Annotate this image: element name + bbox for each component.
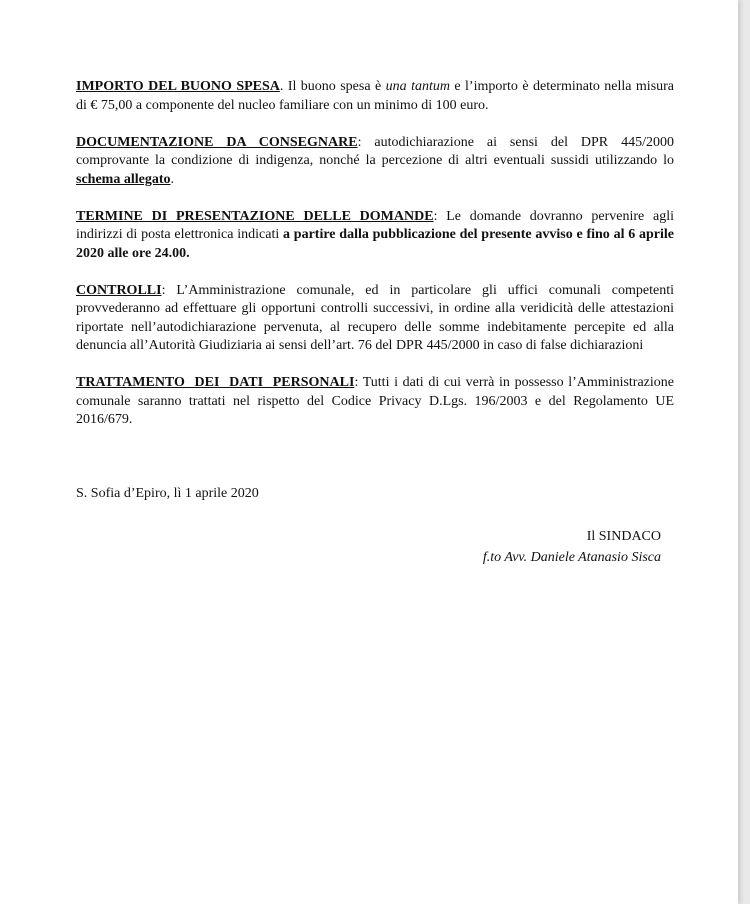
signature-role: Il SINDACO [586, 529, 661, 544]
section-trattamento [76, 374, 674, 430]
section-text: Le domande dovranno pervenire agli indirizzi di posta elettronica indicati [76, 208, 674, 242]
section-heading: TERMINE DI PRESENTAZIONE DELLE DOMANDE [76, 208, 434, 224]
section-heading: IMPORTO DEL BUONO SPESA [76, 79, 280, 94]
document-body [76, 78, 674, 448]
heading-separator: : [161, 282, 166, 298]
heading-separator: : [433, 208, 438, 224]
section-italic-text: una tantum [385, 79, 450, 94]
section-heading: TRATTAMENTO DEI DATI PERSONALI [76, 375, 355, 390]
section-termine [76, 208, 674, 264]
place-date: S. Sofia d’Epiro, lì 1 aprile 2020 [76, 486, 259, 501]
section-text: L’Amministrazione comunale, ed in particolare gli uffici comunali competenti provvederanno ad effettuare gli opportuni controlli successivi, in ordine alla veridicità delle attestazioni riportate nell’autodichiarazione pervenuta, al recupero delle somme indebitamente percepite ed alla denuncia all’Autorità Giudiziaria ai sensi dell’art. 76 del DPR 445/2000 in caso di false dichiarazioni [76, 282, 674, 353]
section-text: e l’importo è determinato nella misura di € 75,00 a componente del nucleo familiare con un minimo di 100 euro. [76, 79, 675, 113]
section-text: . [170, 171, 174, 187]
heading-separator: : [354, 375, 359, 390]
section-text: Il buono spesa è [283, 79, 386, 94]
section-heading: CONTROLLI [76, 282, 162, 298]
heading-separator: : [357, 134, 362, 150]
section-text: Tutti i dati di cui verrà in possesso l’Amministrazione comunale saranno trattati nel rispetto del Codice Privacy D.Lgs. 196/2003 e del Regolamento UE 2016/679. [76, 375, 674, 427]
signature-name: f.to Avv. Daniele Atanasio Sisca [482, 550, 661, 565]
section-documentazione [76, 134, 674, 190]
section-heading: DOCUMENTAZIONE DA CONSEGNARE [76, 134, 358, 150]
heading-separator: . [279, 79, 284, 94]
signature-block [483, 526, 661, 568]
section-controlli [76, 282, 674, 356]
section-bold-text: a partire dalla pubblicazione del presente avviso e fino al 6 aprile 2020 alle ore 24.00. [76, 227, 674, 261]
schema-allegato-link[interactable]: schema allegato [76, 171, 171, 187]
section-text: autodichiarazione ai sensi del DPR 445/2000 comprovante la condizione di indigenza, nonché la percezione di altri eventuali sussidi utilizzando lo [76, 134, 674, 168]
section-importo [76, 78, 674, 115]
